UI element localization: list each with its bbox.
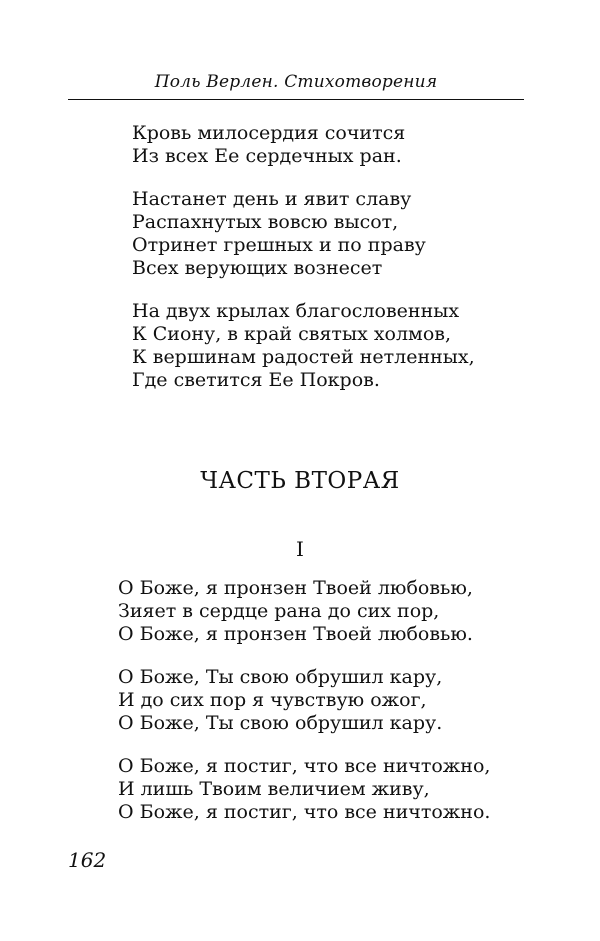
verse-line: Кровь милосердия сочится [132,122,406,144]
header-divider [68,99,524,100]
running-header: Поль Верлен. Стихотворения [154,72,438,92]
verse-line: К Сиону, в край святых холмов, [132,323,452,345]
verse-line: Распахнутых вовсю высот, [132,211,399,233]
verse-line: Отринет грешных и по праву [132,234,426,256]
section-number: I [296,537,304,561]
verse-line: Где светится Ее Покров. [132,369,380,391]
verse-line: О Боже, я пронзен Твоей любовью. [118,623,473,645]
verse-line: О Боже, я постиг, что все ничтожно, [118,755,491,777]
page-number: 162 [68,848,107,872]
upper-poem [132,122,475,392]
stanza-1 [118,577,490,646]
verse-line: О Боже, я пронзен Твоей любовью, [118,577,473,599]
verse-line: О Боже, Ты свою обрушил кару, [118,666,443,688]
lower-poem [118,577,490,824]
verse-line: И лишь Твоим величием живу, [118,778,430,800]
stanza-3 [118,755,490,824]
stanza-3 [132,300,475,392]
verse-line: И до сих пор я чувствую ожог, [118,689,427,711]
verse-line: К вершинам радостей нетленных, [132,346,475,368]
verse-line: Зияет в сердце рана до сих пор, [118,600,440,622]
verse-line: Из всех Ее сердечных ран. [132,145,402,167]
verse-line: Всех верующих вознесет [132,257,383,279]
stanza-1 [132,122,475,168]
part-title: ЧАСТЬ ВТОРАЯ [200,468,400,494]
verse-line: О Боже, Ты свою обрушил кару. [118,712,443,734]
stanza-2 [118,666,490,735]
stanza-2 [132,188,475,280]
verse-line: О Боже, я постиг, что все ничтожно. [118,801,491,823]
verse-line: Настанет день и явит славу [132,188,412,210]
verse-line: На двух крылах благословенных [132,300,460,322]
